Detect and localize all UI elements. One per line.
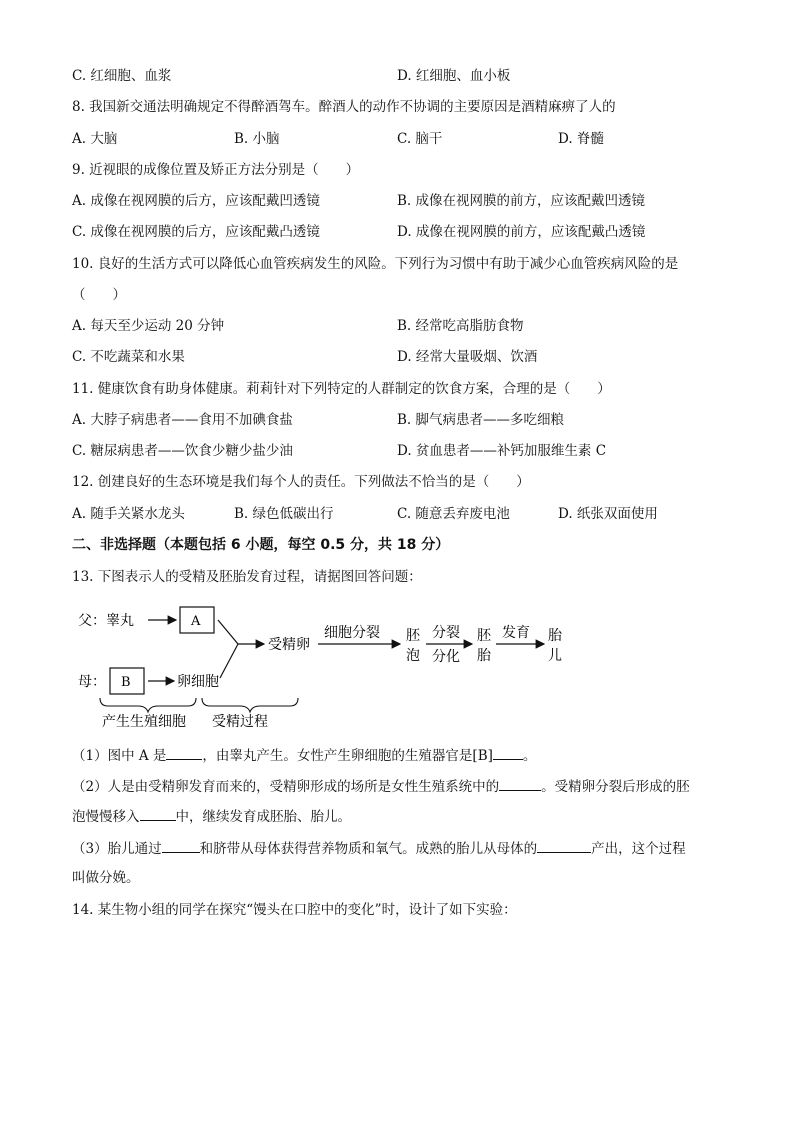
blank-1[interactable] [166,745,202,760]
q8-option-d: D. 脊髓 [558,131,604,147]
q9-option-b: B. 成像在视网膜的前方，应该配戴凹透镜 [397,193,646,209]
q9-stem: 9. 近视眼的成像位置及矫正方法分别是（ ） [72,162,360,178]
egg-cell-label: 卵细胞 [177,674,219,690]
converge-lines [218,620,238,678]
q13-part2: （2）人是由受精卵发育而来的，受精卵形成的场所是女性生殖系统中的 。受精卵分裂后形成的胚 [72,776,690,796]
q11-option-a: A. 大脖子病患者——食用不加碘食盐 [72,412,293,428]
q14-stem: 14. 某生物小组的同学在探究“馒头在口腔中的变化”时，设计了如下实验： [72,902,517,918]
q9-option-c: C. 成像在视网膜的后方，应该配戴凸透镜 [72,224,320,240]
q8-option-a: A. 大脑 [72,131,118,147]
differentiation-label: 分化 [432,649,460,665]
mother-label: 母： [78,674,106,690]
box-b-label: B [121,675,131,690]
blastocyst-label-2: 泡 [406,648,420,664]
brace-gametes [100,698,196,712]
section-title: 二、非选择题（本题包括 6 小题，每空 0.5 分，共 18 分） [72,537,450,553]
q8-option-c: C. 脑干 [397,131,443,147]
q9-option-d: D. 成像在视网膜的前方，应该配戴凸透镜 [397,224,646,240]
q8-stem: 8. 我国新交通法明确规定不得醉酒驾车。醉酒人的动作不协调的主要原因是酒精麻痹了人的 [72,99,616,115]
q10-stem-paren: （ ） [72,287,126,303]
q13-part2-cont: 泡慢慢移入 中，继续发育成胚胎、胎儿。 [72,806,351,826]
q9-option-a: A. 成像在视网膜的后方，应该配戴凹透镜 [72,193,320,209]
brace-fertilization-label: 受精过程 [212,714,268,730]
q13-part1: （1）图中 A 是 ，由睾丸产生。女性产生卵细胞的生殖器官是[B] 。 [72,745,536,765]
fetus-label-2: 儿 [548,648,562,664]
q12-option-c: C. 随意丢弃废电池 [397,506,510,522]
brace-fertilization [202,698,298,712]
q12-option-b: B. 绿色低碳出行 [234,506,334,522]
q13-stem: 13. 下图表示人的受精及胚胎发育过程，请据图回答问题： [72,569,422,585]
box-a-label: A [191,614,201,629]
zygote-label: 受精卵 [268,637,310,653]
q10-stem: 10. 良好的生活方式可以降低心血管疾病发生的风险。下列行为习惯中有助于减少心血管疾病风险的是 [72,256,679,272]
q12-option-d: D. 纸张双面使用 [558,506,658,522]
q11-stem: 11. 健康饮食有助身体健康。莉莉针对下列特定的人群制定的饮食方案，合理的是（ ） [72,381,611,397]
development-label: 发育 [502,625,530,641]
blastocyst-label-1: 胚 [406,628,420,644]
q10-option-d: D. 经常大量吸烟、饮酒 [397,349,538,365]
blank-2[interactable] [493,745,523,760]
blank-6[interactable] [537,838,591,853]
q13-part3-cont: 叫做分娩。 [72,870,140,886]
q7-option-d: D. 红细胞、血小板 [397,68,511,84]
blank-4[interactable] [140,806,176,821]
embryo-label-1: 胚 [477,628,491,644]
q12-stem: 12. 创建良好的生态环境是我们每个人的责任。下列做法不恰当的是（ ） [72,474,530,490]
q12-option-a: A. 随手关紧水龙头 [72,506,185,522]
blank-5[interactable] [162,838,200,853]
q10-option-b: B. 经常吃高脂肪食物 [397,318,524,334]
q7-option-c: C. 红细胞、血浆 [72,68,172,84]
q11-option-b: B. 脚气病患者——多吃细粮 [397,412,565,428]
q11-option-d: D. 贫血患者——补钙加服维生素 C [397,443,607,459]
fetus-label-1: 胎 [548,628,562,644]
q11-option-c: C. 糖尿病患者——饮食少糖少盐少油 [72,443,293,459]
blank-3[interactable] [499,776,541,791]
embryo-label-2: 胎 [477,648,491,664]
father-testis-label: 父：睾丸 [78,613,134,629]
q8-option-b: B. 小脑 [234,131,280,147]
cell-division-label: 细胞分裂 [324,625,380,641]
q10-option-a: A. 每天至少运动 20 分钟 [72,318,225,334]
fertilization-diagram [70,598,590,733]
q10-option-c: C. 不吃蔬菜和水果 [72,349,185,365]
brace-gametes-label: 产生生殖细胞 [102,714,186,730]
q13-part3: （3）胎儿通过 和脐带从母体获得营养物质和氧气。成熟的胎儿从母体的 产出，这个过程 [72,838,686,858]
split-label: 分裂 [432,625,460,641]
